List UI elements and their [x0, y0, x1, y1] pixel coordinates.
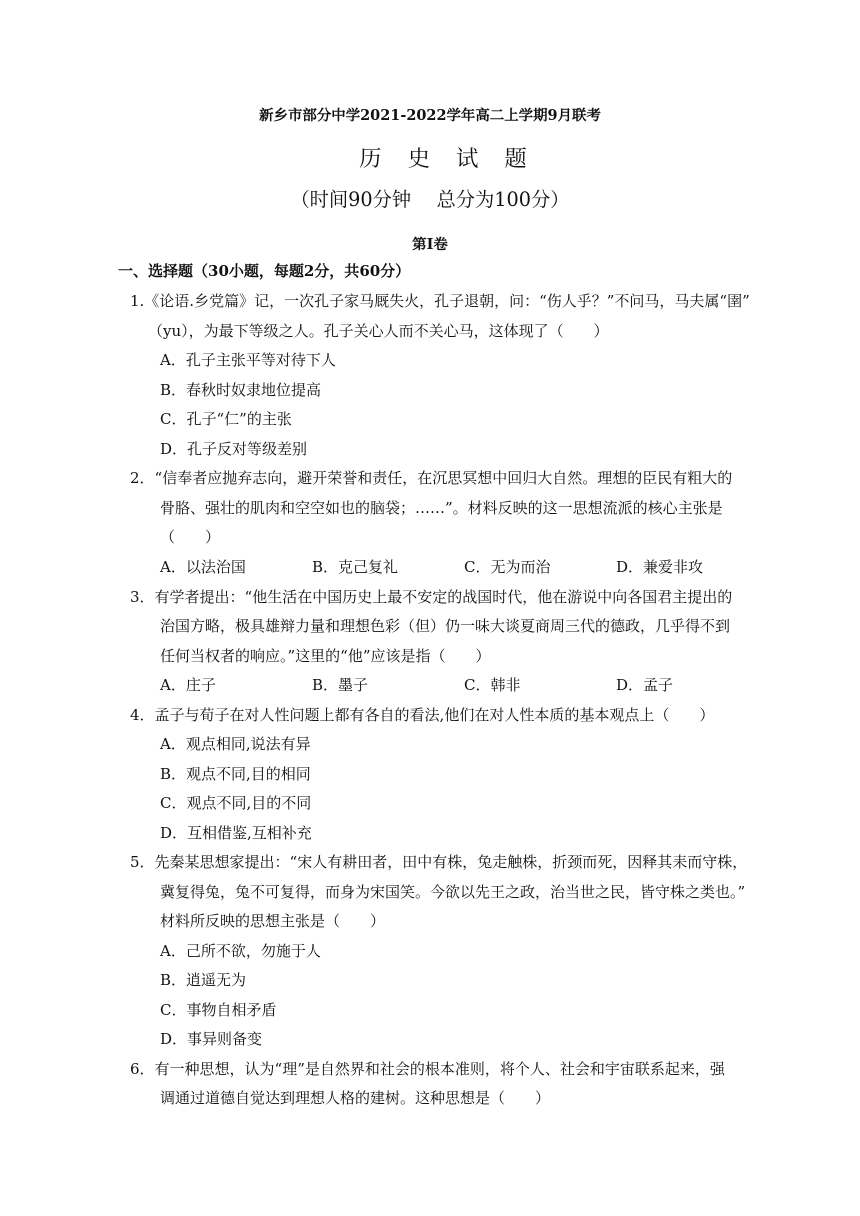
question-5-option-c: C．事物自相矛盾 [160, 1001, 277, 1019]
question-1-option-d: D．孔子反对等级差别 [160, 440, 308, 458]
question-2-option-a: A．以法治国 [160, 558, 246, 576]
exam-title: 新乡市部分中学2021-2022学年高二上学期9月联考 [259, 107, 601, 124]
question-3-option-a: A．庄子 [160, 676, 216, 694]
subject-title: 历史试题 [359, 146, 553, 172]
question-5-line-2: 冀复得兔，兔不可复得，而身为宋国笑。今欲以先王之政，治当世之民，皆守株之类也。” [160, 883, 746, 901]
question-1-option-b: B．春秋时奴隶地位提高 [160, 381, 322, 399]
question-5-option-b: B．逍遥无为 [160, 971, 247, 989]
question-3-line-3: 任何当权者的响应。”这里的“他”应该是指（ ） [160, 647, 491, 665]
question-5-line-3: 材料所反映的思想主张是（ ） [160, 912, 386, 930]
question-6-line-2: 调通过道德自觉达到理想人格的建树。这种思想是（ ） [160, 1089, 551, 1107]
question-2-option-d: D．兼爱非攻 [616, 558, 704, 576]
question-2-line-2: 骨胳、强壮的肌肉和空空如也的脑袋；……”。材料反映的这一思想流派的核心主张是 [160, 499, 723, 517]
question-3-option-d: D．孟子 [616, 676, 674, 694]
question-3-option-c: C．韩非 [464, 676, 521, 694]
question-3-line-2: 治国方略，极具雄辩力量和理想色彩（但）仍一味大谈夏商周三代的德政，几乎得不到 [160, 617, 731, 635]
question-6-line-1: 6．有一种思想，认为“理”是自然界和社会的根本准则，将个人、社会和宇宙联系起来，强 [130, 1060, 725, 1078]
question-4-option-a: A．观点相同,说法有异 [160, 735, 311, 753]
question-4-option-d: D．互相借鉴,互相补充 [160, 824, 312, 842]
question-5-option-d: D．事异则备变 [160, 1030, 263, 1048]
question-1-option-a: A．孔子主张平等对待下人 [160, 351, 336, 369]
question-1-line-2: （yu），为最下等级之人。孔子关心人而不关心马，这体现了（ ） [148, 322, 609, 340]
question-5-option-a: A．己所不欲，勿施于人 [160, 942, 321, 960]
question-4-option-b: B．观点不同,目的相同 [160, 765, 311, 783]
question-1-option-c: C．孔子“仁”的主张 [160, 410, 292, 428]
question-2-option-b: B．克己复礼 [312, 558, 399, 576]
volume-label: 第I卷 [412, 236, 448, 253]
question-5-line-1: 5．先秦某思想家提出：“宋人有耕田者，田中有株，兔走触株，折颈而死，因释其耒而守株， [130, 853, 748, 871]
question-2-line-3: （ ） [160, 528, 221, 546]
question-1-line-1: 1.《论语.乡党篇》记，一次孔子家马厩失火，孔子退朝，问：“伤人乎？”不问马，马夫属“圉” [130, 292, 750, 310]
question-4-line-1: 4．孟子与荀子在对人性问题上都有各自的看法,他们在对人性本质的基本观点上（ ） [130, 706, 715, 724]
section-heading: 一、选择题（30小题，每题2分，共60分） [118, 262, 411, 280]
question-3-option-b: B．墨子 [312, 676, 369, 694]
question-2-option-c: C．无为而治 [464, 558, 551, 576]
question-3-line-1: 3．有学者提出：“他生活在中国历史上最不安定的战国时代，他在游说中向各国君主提出的 [130, 588, 733, 606]
question-2-line-1: 2．“信奉者应抛弃志向，避开荣誉和责任，在沉思冥想中回归大自然。理想的臣民有粗大的 [130, 469, 733, 487]
time-and-score-info: （时间90分钟 总分为100分） [290, 188, 570, 211]
question-4-option-c: C．观点不同,目的不同 [160, 794, 312, 812]
